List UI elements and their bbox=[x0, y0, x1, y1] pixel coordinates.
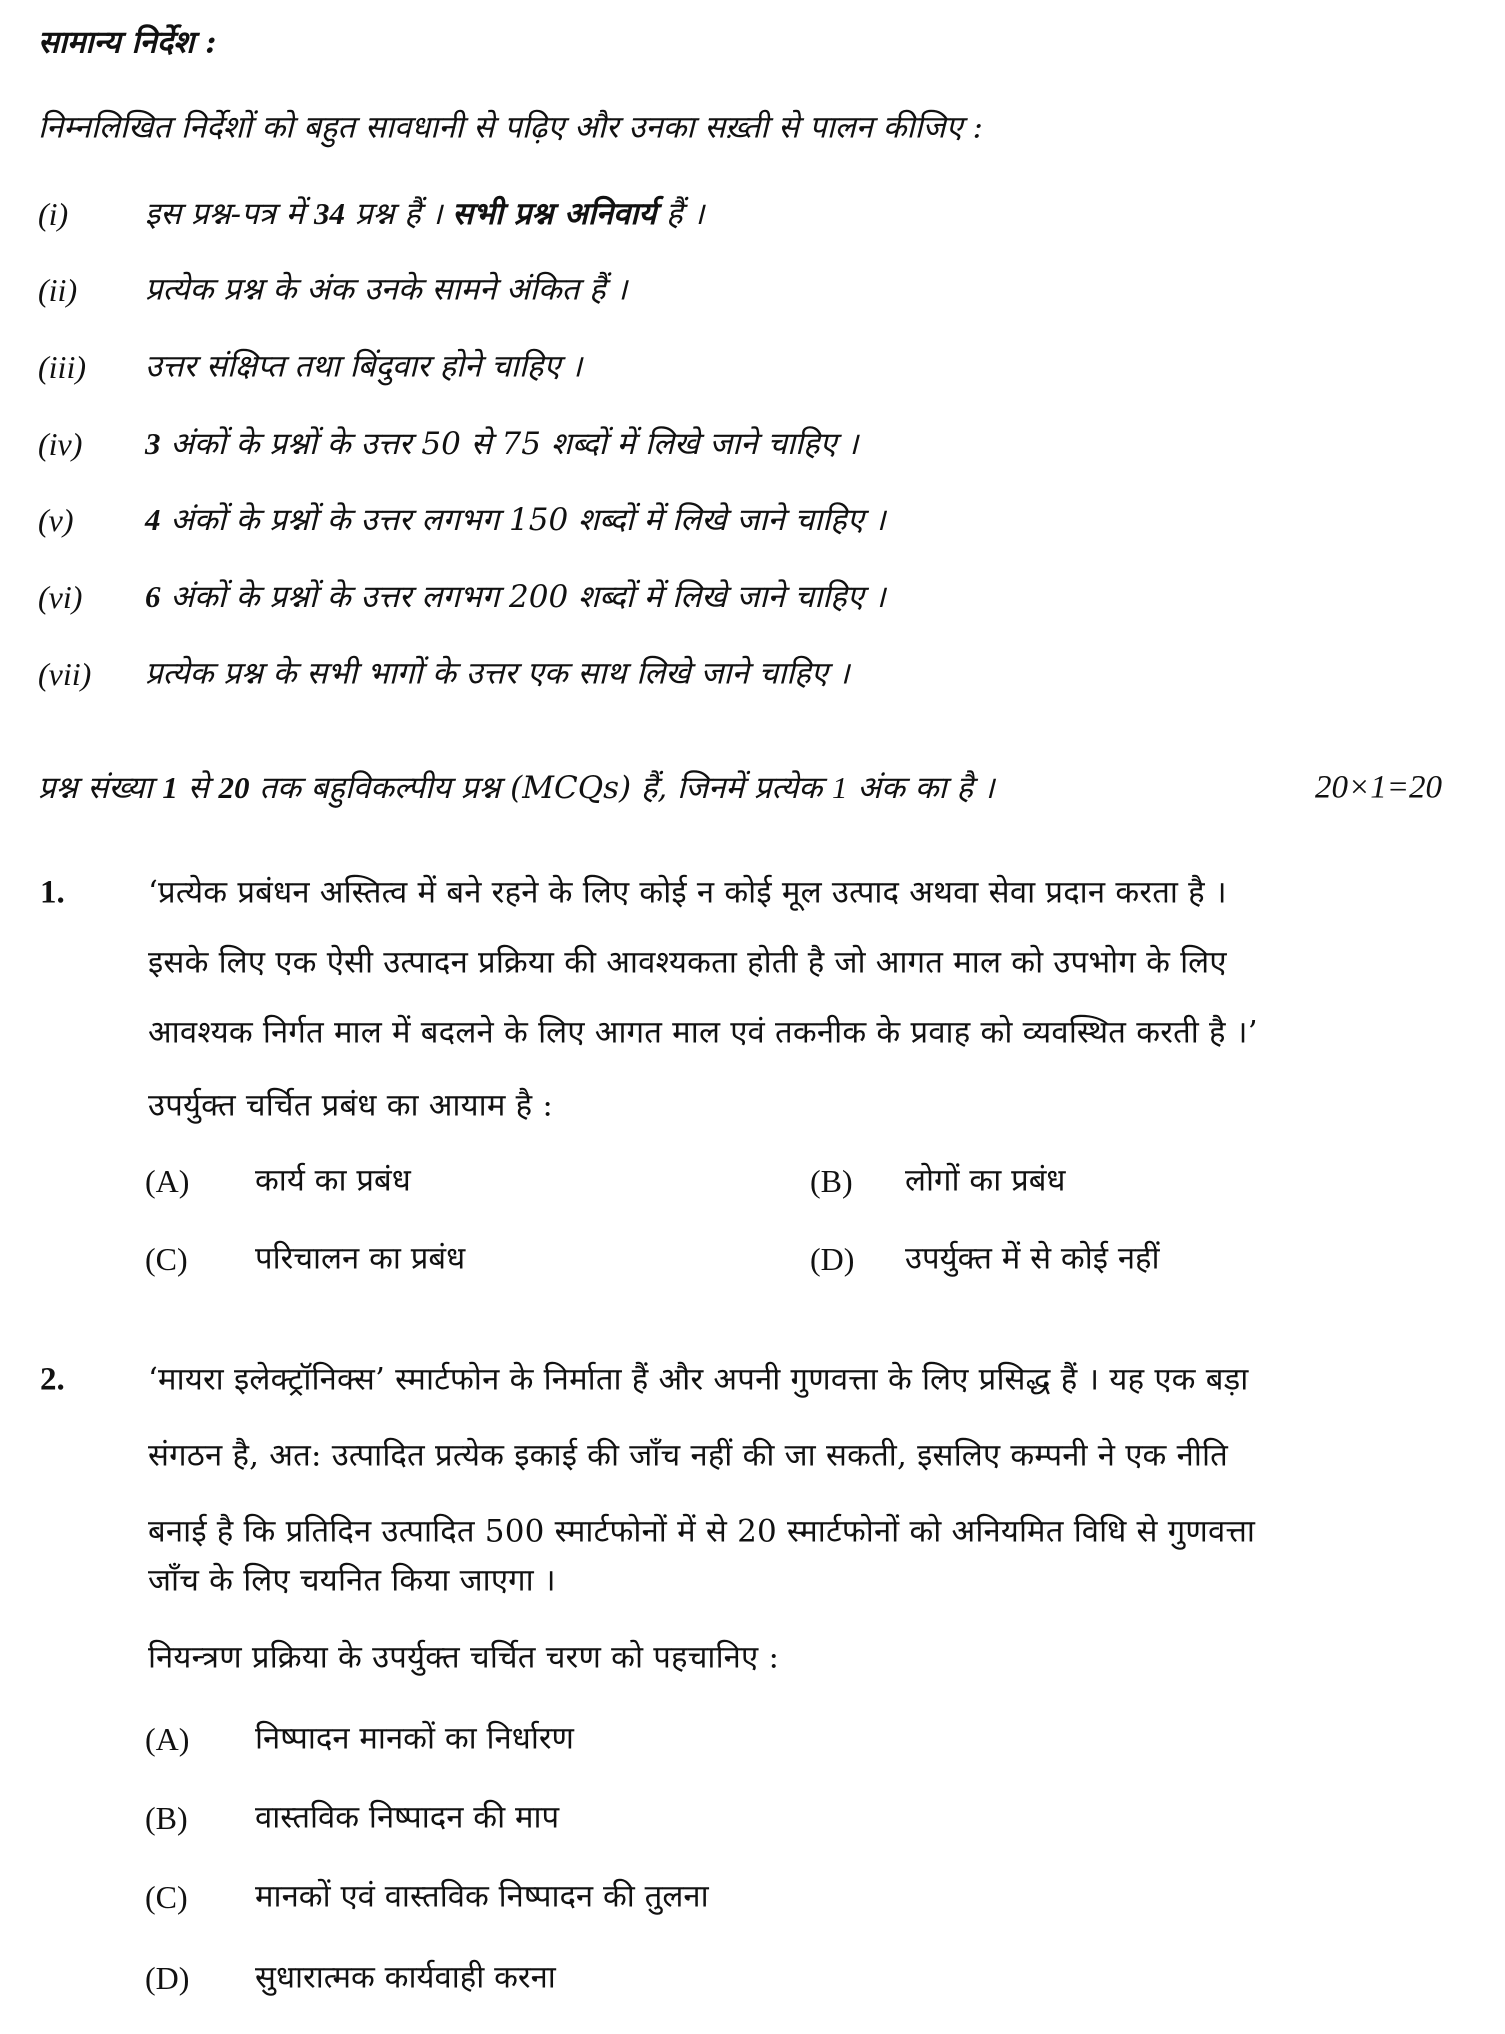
question-line: ‘मायरा इलेक्ट्रॉनिक्स’ स्मार्टफोन के निर्माता हैं और अपनी गुणवत्ता के लिए प्रसिद्ध हैं । यह एक बड़ा bbox=[148, 1361, 1249, 1398]
option-text-c: मानकों एवं वास्तविक निष्पादन की तुलना bbox=[255, 1878, 709, 1915]
instruction-text: 4 अंकों के प्रश्नों के उत्तर लगभग 150 शब्दों में लिखे जाने चाहिए । bbox=[145, 502, 886, 538]
instruction-label: (iii) bbox=[38, 349, 86, 385]
instruction-text: उत्तर संक्षिप्त तथा बिंदुवार होने चाहिए । bbox=[145, 348, 583, 385]
option-text-d: उपर्युक्त में से कोई नहीं bbox=[905, 1240, 1160, 1277]
section-marks: 20×1=20 bbox=[1315, 769, 1443, 806]
option-label-a: (A) bbox=[145, 1721, 190, 1757]
option-label-d: (D) bbox=[145, 1960, 190, 1996]
option-text-a: कार्य का प्रबंध bbox=[255, 1162, 411, 1199]
section-note: प्रश्न संख्या 1 से 20 तक बहुविकल्पीय प्रश्न (MCQs) हैं, जिनमें प्रत्येक 1 अंक का है । bbox=[38, 770, 995, 806]
question-line: संगठन है, अत: उत्पादित प्रत्येक इकाई की जाँच नहीं की जा सकती, इसलिए कम्पनी ने एक नीति bbox=[148, 1437, 1228, 1474]
option-label-d: (D) bbox=[810, 1241, 855, 1277]
option-label-c: (C) bbox=[145, 1879, 188, 1915]
instruction-label: (ii) bbox=[38, 272, 78, 308]
option-text-c: परिचालन का प्रबंध bbox=[255, 1240, 466, 1277]
instruction-text: 3 अंकों के प्रश्नों के उत्तर 50 से 75 शब्दों में लिखे जाने चाहिए । bbox=[145, 426, 859, 462]
option-label-a: (A) bbox=[145, 1163, 190, 1199]
option-text-d: सुधारात्मक कार्यवाही करना bbox=[255, 1959, 556, 1996]
option-label-b: (B) bbox=[810, 1163, 853, 1199]
question-prompt: उपर्युक्त चर्चित प्रबंध का आयाम है : bbox=[148, 1087, 554, 1124]
question-line: बनाई है कि प्रतिदिन उत्पादित 500 स्मार्टफोनों में से 20 स्मार्टफोनों को अनियमित विधि से गुणवत्ता bbox=[148, 1513, 1256, 1550]
instructions-intro: निम्नलिखित निर्देशों को बहुत सावधानी से पढ़िए और उनका सख़्ती से पालन कीजिए : bbox=[38, 109, 983, 146]
question-line: आवश्यक निर्गत माल में बदलने के लिए आगत माल एवं तकनीक के प्रवाह को व्यवस्थित करती है ।’ bbox=[148, 1014, 1258, 1051]
option-text-b: लोगों का प्रबंध bbox=[905, 1162, 1066, 1199]
instruction-text: इस प्रश्न-पत्र में 34 प्रश्न हैं । सभी प्रश्न अनिवार्य हैं । bbox=[145, 196, 705, 232]
question-line: ‘प्रत्येक प्रबंधन अस्तित्व में बने रहने के लिए कोई न कोई मूल उत्पाद अथवा सेवा प्रदान करता है । bbox=[148, 874, 1227, 911]
option-text-a: निष्पादन मानकों का निर्धारण bbox=[255, 1720, 574, 1757]
instruction-label: (vii) bbox=[38, 656, 92, 692]
instruction-label: (iv) bbox=[38, 426, 83, 462]
instruction-text: प्रत्येक प्रश्न के सभी भागों के उत्तर एक साथ लिखे जाने चाहिए । bbox=[145, 655, 850, 692]
option-label-b: (B) bbox=[145, 1800, 188, 1836]
question-line: जाँच के लिए चयनित किया जाएगा । bbox=[148, 1562, 556, 1599]
instruction-label: (vi) bbox=[38, 579, 83, 615]
instruction-label: (i) bbox=[38, 196, 69, 232]
option-text-b: वास्तविक निष्पादन की माप bbox=[255, 1799, 560, 1836]
instruction-text: प्रत्येक प्रश्न के अंक उनके सामने अंकित हैं । bbox=[145, 271, 628, 308]
instruction-text: 6 अंकों के प्रश्नों के उत्तर लगभग 200 शब्दों में लिखे जाने चाहिए । bbox=[145, 579, 886, 615]
instructions-heading: सामान्य निर्देश : bbox=[38, 24, 217, 61]
option-label-c: (C) bbox=[145, 1241, 188, 1277]
question-number: 1. bbox=[40, 874, 65, 911]
question-prompt: नियन्त्रण प्रक्रिया के उपर्युक्त चर्चित चरण को पहचानिए : bbox=[148, 1639, 780, 1676]
instruction-label: (v) bbox=[38, 502, 74, 538]
question-number: 2. bbox=[40, 1361, 65, 1398]
question-line: इसके लिए एक ऐसी उत्पादन प्रक्रिया की आवश्यकता होती है जो आगत माल को उपभोग के लिए bbox=[148, 944, 1227, 981]
